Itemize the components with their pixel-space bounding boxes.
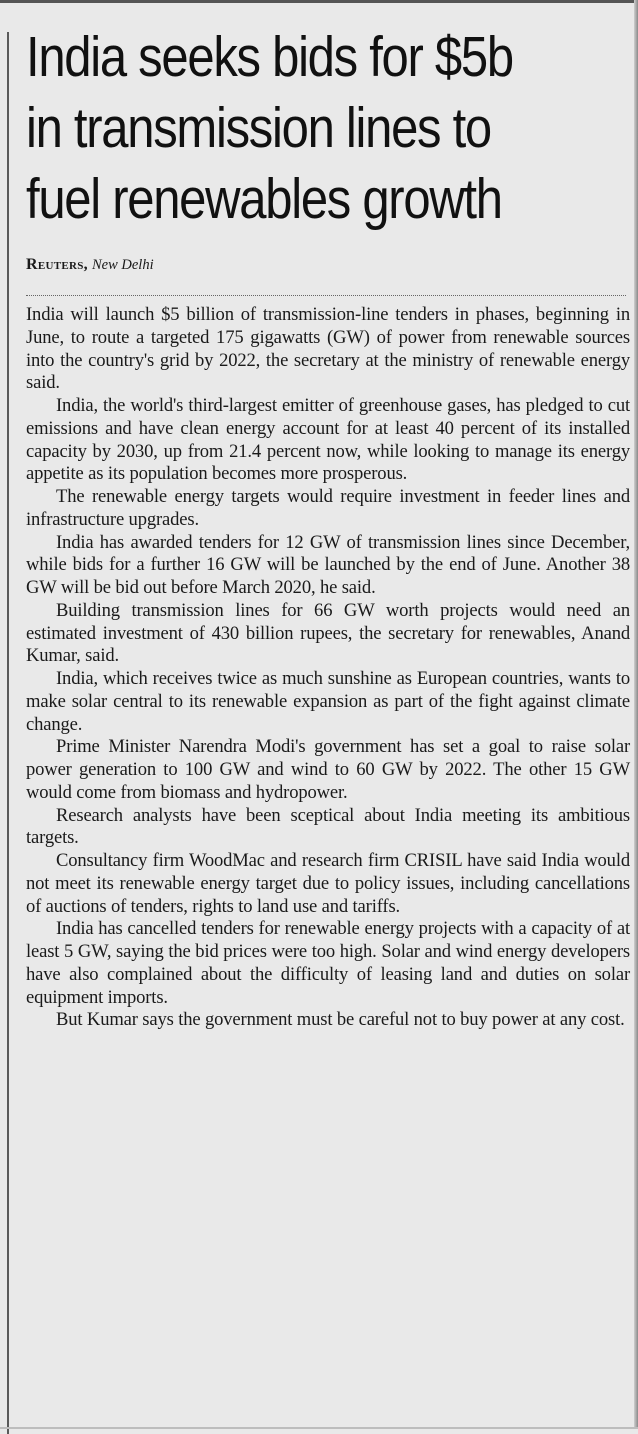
headline-line-3: fuel renewables growth [26,167,502,231]
paragraph: Prime Minister Narendra Modi's government has set a goal to raise solar power generation to 100 GW and wind to 60 GW by 2022. The other 15 GW would come from biomass and hydropower. [26,736,630,803]
byline [26,255,630,277]
headline-line-1: India seeks bids for $5b [26,25,513,89]
news-article [26,22,630,1032]
paragraph: India has cancelled tenders for renewable energy projects with a capacity of at least 5 GW, saying the bid prices were too high. Solar and wind energy developers have also complained about the difficulty of leasing land and duties on solar equipment imports. [26,918,630,1008]
paragraph: Building transmission lines for 66 GW worth projects would need an estimated investment of 430 billion rupees, the secretary for renewables, Anand Kumar, said. [26,599,630,667]
byline-divider [26,295,626,296]
paragraph: Research analysts have been sceptical about India meeting its ambitious targets. [26,804,630,849]
article-body [26,304,630,1032]
paragraph: India, which receives twice as much sunshine as European countries, wants to make solar central to its renewable expansion as part of the fight against climate change. [26,668,630,735]
right-border [634,0,638,1429]
paragraph: The renewable energy targets would require investment in feeder lines and infrastructure upgrades. [26,486,630,530]
byline-location: New Delhi [91,257,154,273]
paragraph: But Kumar says the government must be careful not to buy power at any cost. [56,1009,625,1031]
paragraph: Consultancy firm WoodMac and research firm CRISIL have said India would not meet its renewable energy target due to policy issues, including cancellations of auctions of tenders, rights to land use and tariffs. [26,850,630,917]
top-border [0,0,638,3]
paragraph: India has awarded tenders for 12 GW of transmission lines since December, while bids for a further 16 GW will be launched by the end of June. Another 38 GW will be bid out before March 2020, he said. [26,531,630,598]
byline-agency: Reuters, [26,256,88,273]
paragraph: India will launch $5 billion of transmission-line tenders in phases, beginning in June, to route a targeted 175 gigawatts (GW) of power from renewable sources into the country's grid by 2022, the secretary at the ministry of renewable energy said. [26,304,630,394]
headline-line-2: in transmission lines to [26,96,491,160]
paragraph: India, the world's third-largest emitter of greenhouse gases, has pledged to cut emissions and have clean energy account for at least 40 percent of its installed capacity by 2030, up from 21.4 percent now, while looking to manage its energy appetite as its population becomes more prosperous. [26,395,630,485]
headline [26,22,628,235]
column-rule [7,32,9,1434]
